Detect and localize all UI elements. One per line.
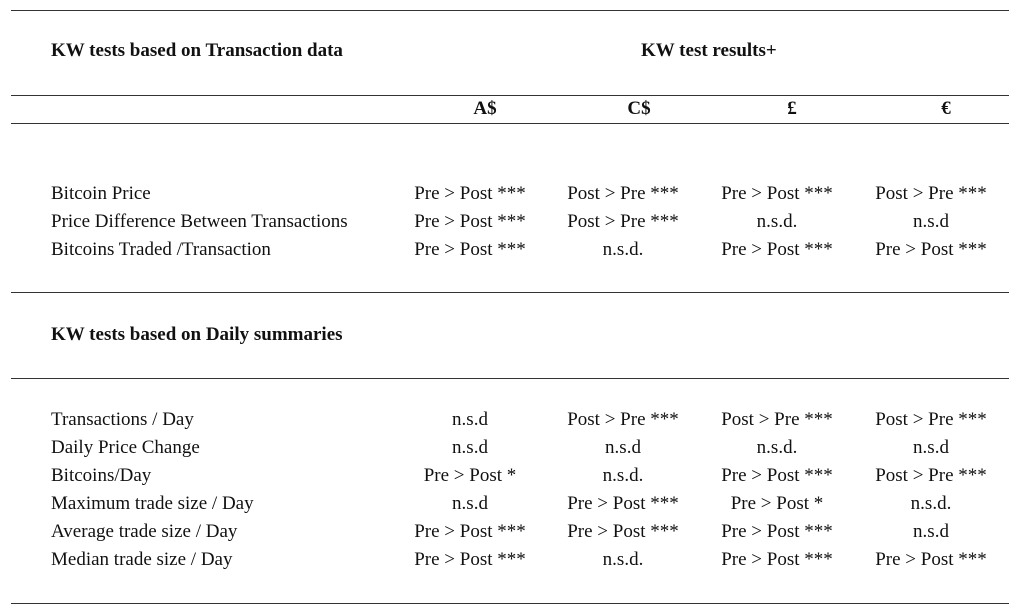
row-label: Price Difference Between Transactions <box>51 211 348 232</box>
result-cell: Pre > Post *** <box>721 465 833 486</box>
row-label: Maximum trade size / Day <box>51 493 254 514</box>
rule-top <box>11 10 1009 11</box>
rule-under-section2-title <box>11 378 1009 379</box>
result-cell: Pre > Post *** <box>414 239 526 260</box>
result-cell: Post > Pre *** <box>567 409 679 430</box>
table-row <box>0 208 1019 236</box>
currency-gbp: £ <box>787 98 797 119</box>
result-cell: Pre > Post *** <box>414 211 526 232</box>
result-cell: Post > Pre *** <box>721 409 833 430</box>
table-row <box>0 490 1019 518</box>
result-cell: Pre > Post *** <box>875 549 987 570</box>
result-cell: n.s.d <box>605 437 641 458</box>
result-cell: Post > Pre *** <box>875 183 987 204</box>
table-row <box>0 180 1019 208</box>
result-cell: n.s.d. <box>602 465 644 486</box>
row-label: Bitcoin Price <box>51 183 151 204</box>
table-row <box>0 406 1019 434</box>
results-title: KW test results+ <box>641 40 777 61</box>
table-row <box>0 236 1019 264</box>
result-cell: Pre > Post *** <box>414 183 526 204</box>
table-row <box>0 546 1019 574</box>
table-row <box>0 462 1019 490</box>
result-cell: n.s.d. <box>602 239 644 260</box>
currency-eur: € <box>941 98 951 119</box>
result-cell: Pre > Post *** <box>414 549 526 570</box>
table-row <box>0 434 1019 462</box>
result-cell: n.s.d <box>913 521 949 542</box>
rule-bottom <box>11 603 1009 604</box>
result-cell: Pre > Post * <box>423 465 517 486</box>
result-cell: n.s.d <box>913 437 949 458</box>
result-cell: Pre > Post *** <box>721 549 833 570</box>
result-cell: n.s.d <box>452 493 488 514</box>
row-label: Transactions / Day <box>51 409 194 430</box>
result-cell: n.s.d <box>452 437 488 458</box>
row-label: Bitcoins Traded /Transaction <box>51 239 271 260</box>
row-label: Median trade size / Day <box>51 549 233 570</box>
currency-aud: A$ <box>473 98 497 119</box>
rule-under-currencies <box>11 123 1009 124</box>
result-cell: n.s.d. <box>602 549 644 570</box>
result-cell: Pre > Post * <box>730 493 824 514</box>
result-cell: Post > Pre *** <box>875 409 987 430</box>
result-cell: Pre > Post *** <box>875 239 987 260</box>
section1-title: KW tests based on Transaction data <box>51 40 343 61</box>
result-cell: n.s.d. <box>756 211 798 232</box>
row-label: Bitcoins/Day <box>51 465 152 486</box>
result-cell: Pre > Post *** <box>567 521 679 542</box>
result-cell: n.s.d <box>913 211 949 232</box>
result-cell: Pre > Post *** <box>567 493 679 514</box>
table-row <box>0 518 1019 546</box>
result-cell: Pre > Post *** <box>721 183 833 204</box>
result-cell: Pre > Post *** <box>721 239 833 260</box>
rule-section-divider <box>11 292 1009 293</box>
result-cell: n.s.d. <box>756 437 798 458</box>
result-cell: Post > Pre *** <box>875 465 987 486</box>
row-label: Daily Price Change <box>51 437 200 458</box>
result-cell: n.s.d <box>452 409 488 430</box>
section2-title: KW tests based on Daily summaries <box>51 324 343 345</box>
result-cell: Post > Pre *** <box>567 183 679 204</box>
result-cell: n.s.d. <box>910 493 952 514</box>
result-cell: Pre > Post *** <box>721 521 833 542</box>
result-cell: Post > Pre *** <box>567 211 679 232</box>
rule-under-header <box>11 95 1009 96</box>
row-label: Average trade size / Day <box>51 521 238 542</box>
currency-cad: C$ <box>627 98 651 119</box>
result-cell: Pre > Post *** <box>414 521 526 542</box>
